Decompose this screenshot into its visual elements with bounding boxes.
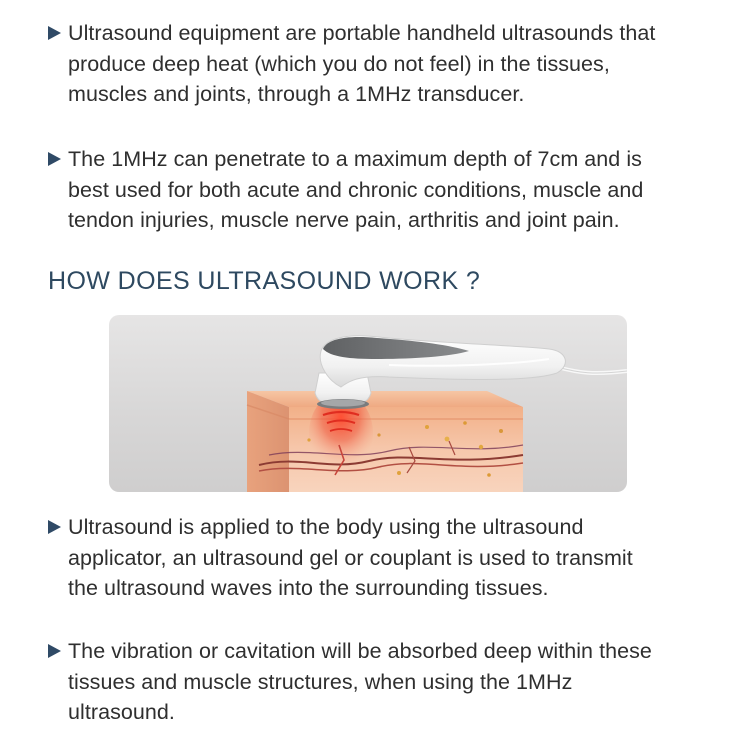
bullet-text-4: The vibration or cavitation will be absorbed deep within these tissues and muscle structures, when using the 1MHz ultrasound. bbox=[68, 639, 652, 724]
section-heading: HOW DOES ULTRASOUND WORK ? bbox=[48, 267, 481, 295]
bullet-text-2: The 1MHz can penetrate to a maximum depth of 7cm and is best used for both acute and chronic conditions, muscle and tendon injuries, muscle nerve pain, arthritis and joint pain. bbox=[68, 147, 644, 232]
triangle-bullet-icon bbox=[48, 644, 61, 658]
bullet-paragraph-3 bbox=[48, 512, 728, 604]
triangle-bullet-icon bbox=[48, 26, 61, 40]
bullet-paragraph-1 bbox=[48, 18, 728, 110]
bullet-text-3: Ultrasound is applied to the body using the ultrasound applicator, an ultrasound gel or couplant is used to transmit the ultrasound waves into the surrounding tissues. bbox=[68, 515, 633, 600]
triangle-bullet-icon bbox=[48, 152, 61, 166]
ultrasound-illustration bbox=[109, 315, 627, 492]
bullet-paragraph-4 bbox=[48, 636, 728, 728]
bullet-paragraph-2 bbox=[48, 144, 728, 236]
bullet-text-1: Ultrasound equipment are portable handheld ultrasounds that produce deep heat (which you do not feel) in the tissues, muscles and joints, through a 1MHz transducer. bbox=[68, 21, 656, 106]
triangle-bullet-icon bbox=[48, 520, 61, 534]
